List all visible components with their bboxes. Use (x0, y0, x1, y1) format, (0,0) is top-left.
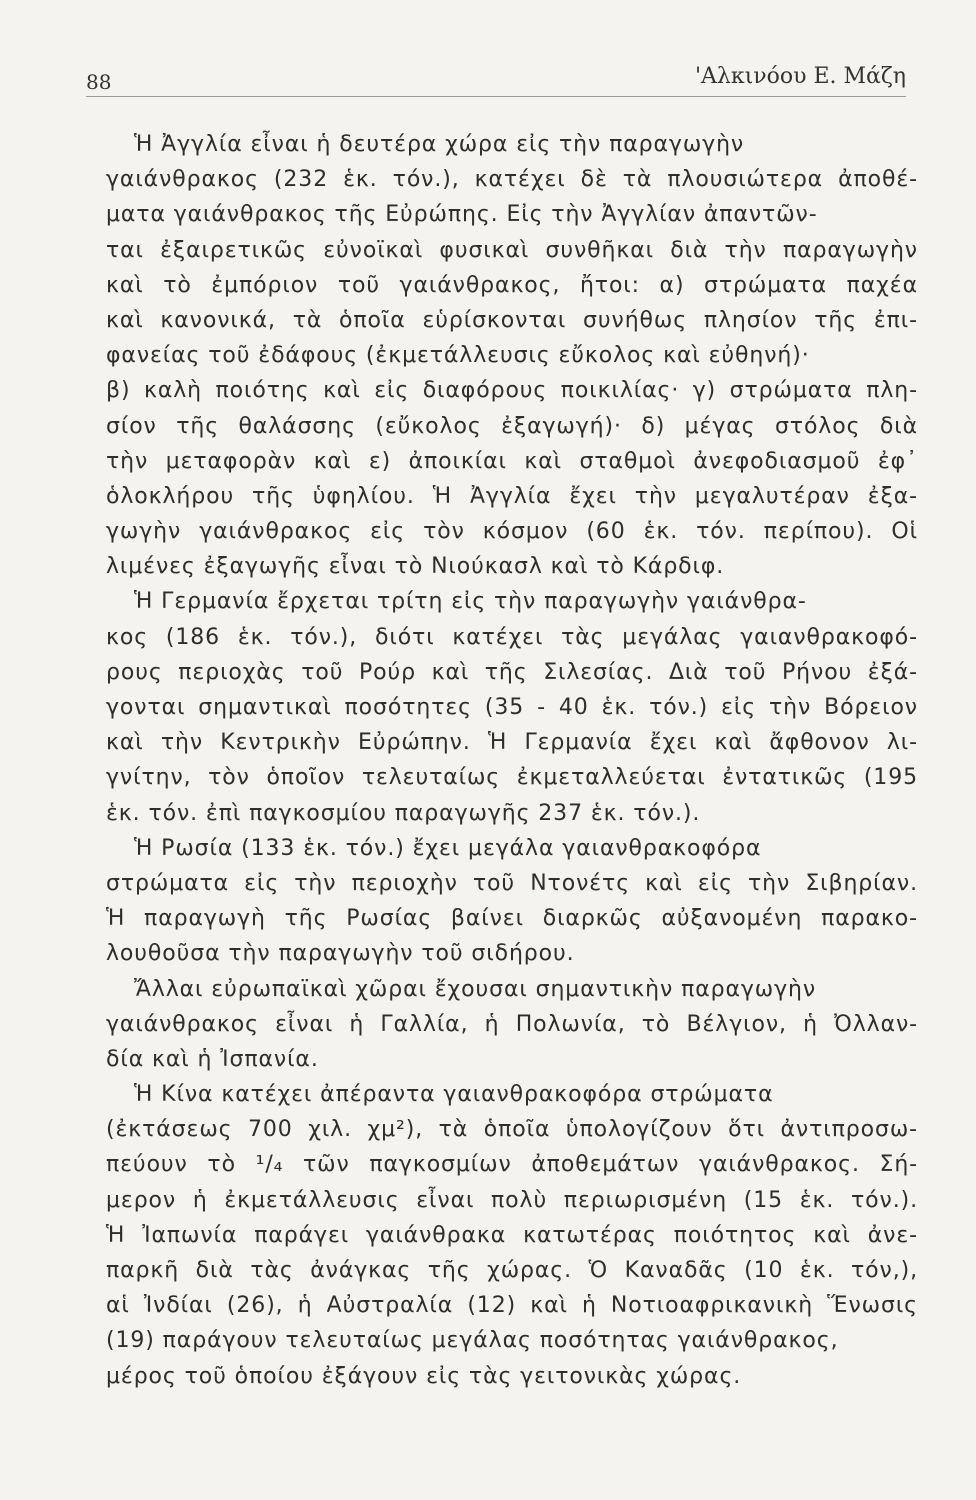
text-line: παρκῆ διὰ τὰς ἀνάγκας τῆς χώρας. Ὁ Καναδᾶς (10 ἑκ. τόν,), (106, 1258, 918, 1283)
text-line: Ἡ Ἀγγλία εἶναι ἡ δευτέρα χώρα εἰς τὴν παραγωγὴν (134, 132, 745, 157)
text-line: καὶ τὴν Κεντρικὴν Εὐρώπην. Ἡ Γερμανία ἔχει καὶ ἄφθονον λι- (106, 730, 918, 756)
text-line: γαιάνθρακος (232 ἑκ. τόν.), κατέχει δὲ τὰ πλουσιώτερα ἀποθέ- (106, 167, 918, 193)
text-line: στρώματα εἰς τὴν περιοχὴν τοῦ Ντονέτς καὶ εἰς τὴν Σιβηρίαν. (106, 870, 918, 896)
text-line: πεύουν τὸ ¹/₄ τῶν παγκοσμίων ἀποθεμάτων γαιάνθρακος. Σή- (106, 1152, 918, 1178)
text-line: ται ἐξαιρετικῶς εὐνοϊκαὶ φυσικαὶ συνθῆκαι διὰ τὴν παραγωγὴν (106, 237, 918, 263)
text-line: Ἡ Ρωσία (133 ἑκ. τόν.) ἔχει μεγάλα γαιανθρακοφόρα (134, 835, 762, 861)
text-line: μερον ἡ ἐκμετάλλευσις εἶναι πολὺ περιωρισμένη (15 ἑκ. τόν.). (106, 1187, 918, 1213)
text-line: ρους περιοχὰς τοῦ Ρούρ καὶ τῆς Σιλεσίας. Διὰ τοῦ Ρήνου ἐξά- (106, 659, 918, 685)
text-line: αἱ Ἰνδίαι (26), ἡ Αὐστραλία (12) καὶ ἡ Νοτιοαφρικανικὴ Ἕνωσις (106, 1293, 918, 1319)
text-line: καὶ τὸ ἐμπόριον τοῦ γαιάνθρακος, ἤτοι: α) στρώματα παχέα (106, 272, 918, 298)
text-line: Ἡ Ἰαπωνία παράγει γαιάνθρακα κατωτέρας ποιότητος καὶ ἀνε- (106, 1222, 918, 1248)
text-line: λουθοῦσα τὴν παραγωγὴν τοῦ σιδήρου. (106, 941, 575, 967)
text-line: Ἡ Γερμανία ἔρχεται τρίτη εἰς τὴν παραγωγὴν γαιάνθρα- (134, 589, 807, 615)
text-line: λιμένες ἐξαγωγῆς εἶναι τὸ Νιούκασλ καὶ τὸ Κάρδιφ. (106, 554, 725, 580)
text-line: γαιάνθρακος εἶναι ἡ Γαλλία, ἡ Πολωνία, τὸ Βέλγιον, ἡ Ὀλλαν- (106, 1011, 918, 1037)
text-line: γωγὴν γαιάνθρακος εἰς τὸν κόσμον (60 ἑκ. τόν. περίπου). Οἱ (106, 519, 918, 545)
text-line: κος (186 ἑκ. τόν.), διότι κατέχει τὰς μεγάλας γαιανθρακοφό- (106, 624, 918, 650)
text-line: (ἐκτάσεως 700 χιλ. χμ²), τὰ ὁποῖα ὑπολογίζουν ὅτι ἀντιπροσω- (106, 1117, 918, 1143)
text-line: β) καλὴ ποιότης καὶ εἰς διαφόρους ποικιλίας· γ) στρώματα πλη- (106, 378, 918, 404)
text-line: Ἄλλαι εὐρωπαϊκαὶ χῶραι ἔχουσαι σημαντικὴν παραγωγὴν (134, 976, 817, 1002)
running-title: 'Αλκινόου Ε. Μάζη (694, 64, 906, 89)
text-line: ὁλοκλήρου τῆς ὑφηλίου. Ἡ Ἀγγλία ἔχει τὴν μεγαλυτέραν ἐξα- (106, 483, 918, 509)
text-line: δία καὶ ἡ Ἰσπανία. (106, 1046, 319, 1072)
text-line: Ἡ παραγωγὴ τῆς Ρωσίας βαίνει διαρκῶς αὐξανομένη παρακο- (106, 906, 918, 932)
text-line: (19) παράγουν τελευταίως μεγάλας ποσότητας γαιάνθρακος, (106, 1328, 839, 1354)
page-header (86, 62, 906, 97)
text-line: ἑκ. τόν. ἐπὶ παγκοσμίου παραγωγῆς 237 ἑκ. τόν.). (106, 800, 701, 826)
text-line: γονται σημαντικαὶ ποσότητες (35 - 40 ἑκ. τόν.) εἰς τὴν Βόρειον (106, 695, 918, 720)
text-line: Ἡ Κίνα κατέχει ἀπέραντα γαιανθρακοφόρα στρώματα (134, 1082, 774, 1108)
text-line: γνίτην, τὸν ὁποῖον τελευταίως ἐκμεταλλεύεται ἐντατικῶς (195 (106, 765, 918, 791)
text-line: ματα γαιάνθρακος τῆς Εὐρώπης. Εἰς τὴν Ἀγγλίαν ἀπαντῶν- (106, 202, 818, 228)
text-line: μέρος τοῦ ὁποίου ἐξάγουν εἰς τὰς γειτονικὰς χώρας. (106, 1363, 742, 1389)
text-line: σίον τῆς θαλάσσης (εὔκολος ἐξαγωγή)· δ) μέγας στόλος διὰ (106, 413, 918, 439)
body-text (106, 127, 918, 1394)
page-number: 88 (86, 70, 112, 94)
text-line: καὶ κανονικά, τὰ ὁποῖα εὑρίσκονται συνήθως πλησίον τῆς ἐπι- (106, 307, 918, 333)
text-line: τὴν μεταφορὰν καὶ ε) ἀποικίαι καὶ σταθμοὶ ἀνεφοδιασμοῦ ἐφ᾿ (106, 448, 918, 474)
text-line: φανείας τοῦ ἐδάφους (ἐκμετάλλευσις εὔκολος καὶ εὐθηνή)· (106, 343, 810, 369)
